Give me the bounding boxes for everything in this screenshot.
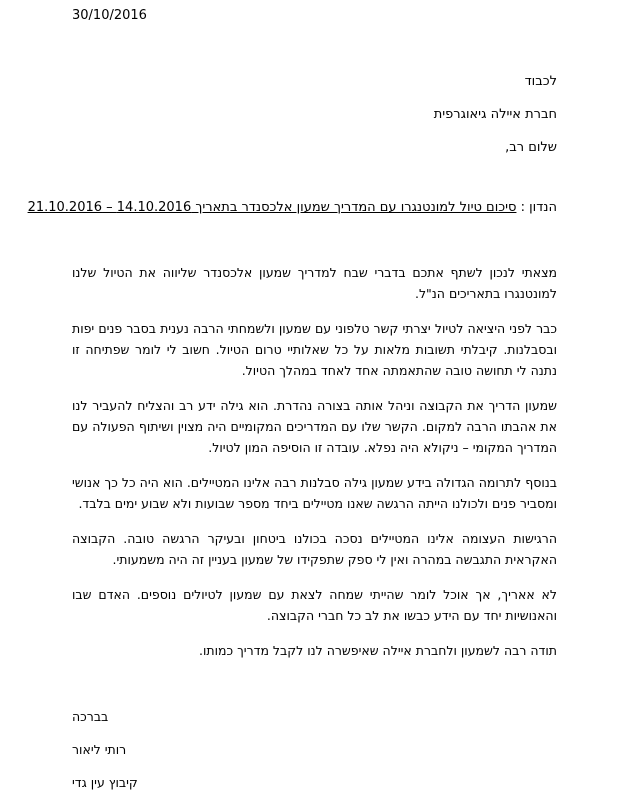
paragraph: בנוסף לתרומה הגדולה בידע שמעון גילה סבלנות רבה אלינו המטיילים. הוא היה כל כך אנושי ומסביר פנים ולכולנו הייתה הרגשה שאנו מטיילים ביחד מספר שבועות ולא שבוע ימים בלבד. bbox=[72, 475, 557, 511]
paragraph: לא אאריך, אך אוכל לומר שהייתי שמחה לצאת עם שמעון לטיולים נוספים. האדם שבו והאנושיות יחד עם הידע כבשו את לב כל חברי הקבוצה. bbox=[72, 587, 557, 623]
letter-body bbox=[72, 262, 557, 675]
recipient-block bbox=[434, 72, 557, 171]
closing-line: בברכה bbox=[72, 709, 109, 724]
to-line: לכבוד bbox=[524, 74, 557, 89]
paragraph: הרגישות העצומה אלינו המטיילים נסכה בכולנו ביטחון ובעיקר הרגשה טובה. הקבוצה האקראית התגבשה במהרה ואין לי ספק שתפקידו של שמעון בעניין זה היה משמעותי. bbox=[72, 531, 557, 567]
subject-text: סיכום טיול למונטנגרו עם המדריך שמעון אלכסנדר בתאריך 14.10.2016 – 21.10.2016 bbox=[27, 200, 517, 215]
signer-name: רותי ליאור bbox=[72, 742, 127, 757]
paragraph: מצאתי לנכון לשתף אתכם בדברי שבח למדריך שמעון אלכסנדר שליווה את הטיול שלנו למונטנגרו בתאריכים הנ"ל. bbox=[72, 265, 557, 301]
paragraph: תודה רבה לשמעון ולחברת איילה שאיפשרה לנו לקבל מדריך כמותו. bbox=[199, 643, 557, 658]
subject-line bbox=[28, 200, 557, 215]
subject-prefix: הנדון : bbox=[520, 200, 557, 215]
greeting-line: שלום רב, bbox=[505, 140, 557, 155]
signer-place: קיבוץ עין גדי bbox=[72, 775, 138, 790]
paragraph: שמעון הדריך את הקבוצה וניהל אותה בצורה נהדרת. הוא גילה ידע רב והצליח להעביר לנו את אהבתו הרבה למקום. הקשר שלו עם המדריכים המקומיים היה מצוין ושיתוף הפעולה עם המדריך המקומי – ניקולא היה נפלא. עובדה זו הוסיפה המון לטיול. bbox=[72, 398, 557, 455]
signature-block bbox=[72, 707, 138, 806]
paragraph: כבר לפני היציאה לטיול יצרתי קשר טלפוני עם שמעון ולשמחתי הרבה נענית בסבר פנים יפות ובסבלנות. קיבלתי תשובות מלאות על כל שאלותיי טרום הטיול. חשוב לי לומר שפתיחה זו נתנה לי תחושה טובה שהתאמתה אחד לאחד במהלך הטיול. bbox=[72, 321, 557, 378]
letter-date: 30/10/2016 bbox=[72, 8, 147, 23]
company-name: חברת איילה גיאוגרפית bbox=[433, 107, 557, 122]
